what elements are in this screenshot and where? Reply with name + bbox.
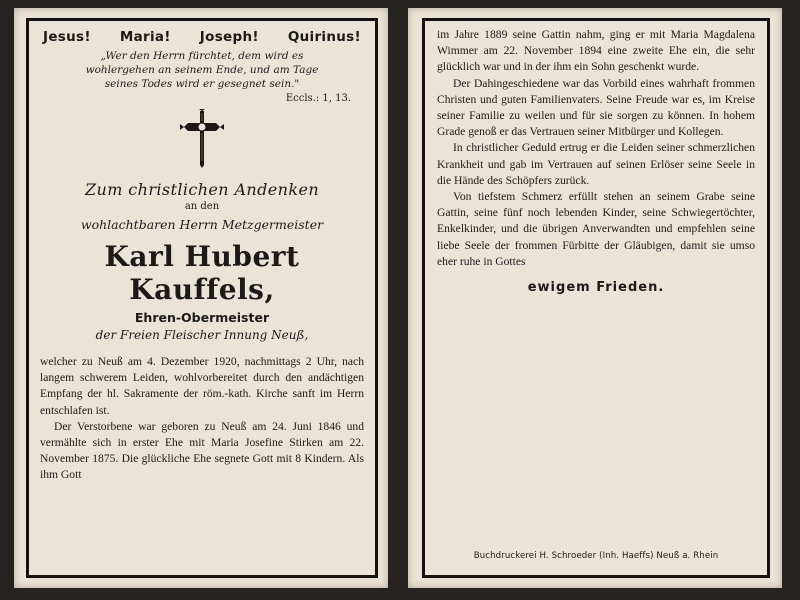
marriage-paragraph: Der Verstorbene war geboren zu Neuß am 24. Juni 1846 und vermählte sich in erster Ehe mit Maria Josefine Stirken am 22. November 1875. Die glückliche Ehe segnete Gott mit 8 Kindern. Als ihm Gott bbox=[40, 419, 364, 482]
verse-line: seines Todes wird er gesegnet sein." bbox=[104, 78, 300, 90]
an-den-text: an den bbox=[184, 201, 220, 212]
black-border-frame bbox=[422, 18, 770, 578]
memorial-card-front bbox=[14, 8, 388, 588]
invocation-line bbox=[39, 27, 365, 45]
mourners-paragraph: Von tiefstem Schmerz erfüllt stehen an seinem Grabe seine Gattin, seine fünf noch lebenden Kinder, seine Schwiegertöchter, Enkelkinder, und die übrigen Anverwandten und empfehlen seine liebe Seele der frommen Fürbitte der Gläubigen, damit sie umso eher ruhe in Gottes bbox=[437, 190, 755, 268]
verse-reference: Eccls.: 1, 13. bbox=[285, 93, 351, 104]
invocation-maria: Maria! bbox=[119, 29, 171, 45]
ornate-cross-icon bbox=[180, 109, 224, 169]
illness-paragraph: In christlicher Geduld ertrug er die Leiden seiner schmerzlichen Krankheit und gab im Vertrauen auf seinen Erlöser seine Seele in die Hände des Schöpfers zurück. bbox=[437, 141, 755, 187]
printer-imprint: Buchdruckerei H. Schroeder (Inh. Haeffs) Neuß a. Rhein bbox=[473, 551, 719, 561]
honorific-line: wohlachtbaren Herrn Metzgermeister bbox=[80, 217, 324, 232]
second-marriage-paragraph: im Jahre 1889 seine Gattin nahm, ging er mit Maria Magdalena Wimmer am 22. November 1894 eine zweite Ehe ein, die sehr glücklich war und in der ihm ein Sohn geschenkt wurde. bbox=[437, 28, 755, 74]
verse-line: wohlergehen an seinem Ende, und am Tage bbox=[85, 64, 319, 76]
honorary-title: Ehren-Obermeister bbox=[134, 310, 270, 325]
invocation-quirinus: Quirinus! bbox=[287, 29, 361, 45]
death-paragraph: welcher zu Neuß am 4. Dezember 1920, nachmittags 2 Uhr, nach langem schwerem Leiden, wohlvorbereitet durch den andächtigen Empfang der hl. Sakramente der röm.-kath. Kirche sanft im Herrn entschlafen ist. bbox=[40, 355, 364, 417]
continued-text bbox=[435, 27, 757, 270]
closing-phrase: ewigem Frieden. bbox=[527, 280, 665, 296]
memorial-card-back bbox=[408, 8, 782, 588]
memorial-heading: Zum christlichen Andenken bbox=[84, 180, 320, 199]
deceased-name: Karl Hubert Kauffels, bbox=[104, 240, 300, 306]
biography-text bbox=[39, 354, 365, 484]
character-paragraph: Der Dahingeschiedene war das Vorbild eines wahrhaft frommen Christen und guten Familienvaters. Seine Freude war es, im Kreise seiner Familie zu weilen und für sie sorgen zu können. In hohem Grade genoß er das Vertrauen seiner Mitbürger und Kollegen. bbox=[437, 76, 755, 139]
black-border-frame bbox=[26, 18, 378, 578]
verse-line: „Wer den Herrn fürchtet, dem wird es bbox=[100, 50, 304, 62]
scripture-verse bbox=[39, 49, 365, 91]
invocation-jesus: Jesus! bbox=[43, 29, 91, 45]
invocation-joseph: Joseph! bbox=[199, 29, 259, 45]
guild-line: der Freien Fleischer Innung Neuß, bbox=[95, 328, 309, 342]
